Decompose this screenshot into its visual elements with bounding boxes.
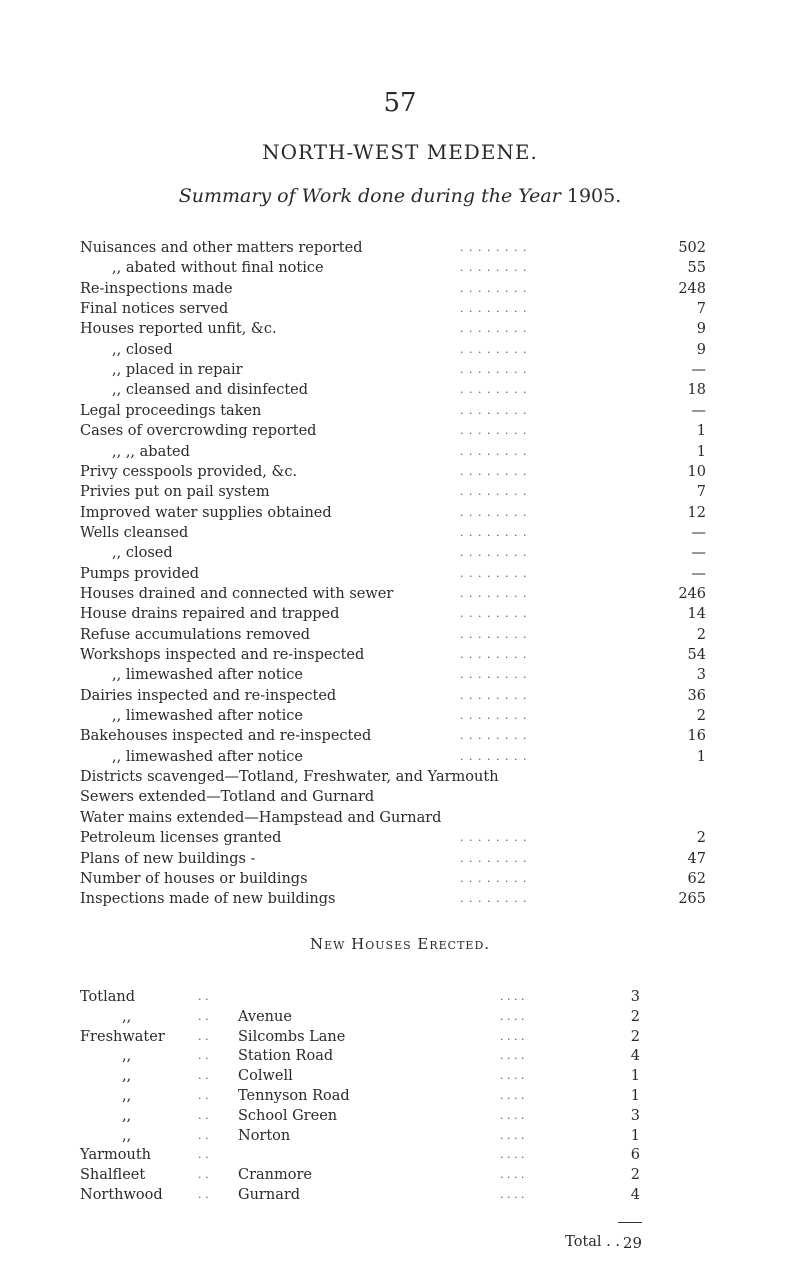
house-place: ,, xyxy=(122,1068,132,1085)
house-count: 1 xyxy=(630,1068,640,1085)
summary-row xyxy=(80,401,706,421)
leader-dots: . . . . . . . . xyxy=(460,403,528,417)
leader-dots: . . . . . . . . xyxy=(460,546,528,560)
house-street: Avenue xyxy=(238,1008,292,1025)
summary-label: ,, limewashed after notice xyxy=(112,667,303,684)
summary-row xyxy=(80,421,706,441)
leader-dots: . . . . xyxy=(500,1128,525,1142)
summary-label: Inspections made of new buildings xyxy=(80,891,336,908)
summary-label: Re-inspections made xyxy=(80,280,233,297)
summary-value: 16 xyxy=(687,728,706,745)
house-street: Colwell xyxy=(238,1068,293,1085)
leader-dots: . . xyxy=(198,1089,209,1102)
summary-value: 7 xyxy=(696,301,706,318)
leader-dots: . . . . . . . . xyxy=(460,607,528,621)
total-rule xyxy=(618,1222,642,1223)
summary-label: Privy cesspools provided, &c. xyxy=(80,463,298,480)
house-place: Yarmouth xyxy=(80,1147,152,1164)
summary-value: 12 xyxy=(687,504,706,521)
leader-dots: . . . . . . . . xyxy=(460,302,528,316)
leader-dots: . . . . xyxy=(500,1089,525,1102)
leader-dots: . . . . . . . . xyxy=(460,729,528,743)
summary-row xyxy=(80,380,706,400)
summary-value: — xyxy=(691,524,706,541)
summary-row xyxy=(80,299,706,319)
summary-label: ,, limewashed after notice xyxy=(112,748,303,765)
summary-value: 9 xyxy=(696,341,706,358)
summary-row xyxy=(80,584,706,604)
summary-row xyxy=(80,808,706,828)
leader-dots: . . . . . . . . xyxy=(460,505,528,519)
leader-dots: . . xyxy=(198,1049,209,1063)
summary-row xyxy=(80,726,706,746)
house-row xyxy=(80,1065,640,1087)
leader-dots: . . . . . . . . xyxy=(460,342,528,356)
summary-row xyxy=(80,482,706,502)
summary-row xyxy=(80,665,706,685)
summary-value: 7 xyxy=(696,484,706,501)
summary-label: Sewers extended—Totland and Gurnard xyxy=(80,789,375,806)
leader-dots: . . . . . . . . xyxy=(460,383,528,397)
leader-dots: . . xyxy=(198,1108,209,1122)
leader-dots: . . . . . . . . xyxy=(460,851,528,865)
summary-row xyxy=(80,686,706,706)
house-count: 4 xyxy=(630,1048,640,1065)
subtitle-year: 1905. xyxy=(566,185,622,207)
summary-row xyxy=(80,258,706,278)
house-street: Station Road xyxy=(238,1048,334,1065)
summary-label: Bakehouses inspected and re-inspected xyxy=(80,728,372,745)
summary-value: 1 xyxy=(696,423,706,440)
summary-row xyxy=(80,645,706,665)
house-place: Shalfleet xyxy=(80,1167,146,1184)
summary-label: Districts scavenged—Totland, Freshwater, and Yarmouth xyxy=(80,769,499,786)
house-row xyxy=(80,1144,640,1166)
summary-row xyxy=(80,849,706,869)
summary-value: 14 xyxy=(687,606,706,623)
summary-row xyxy=(80,828,706,848)
summary-row xyxy=(80,564,706,584)
house-row xyxy=(80,986,640,1008)
summary-label: Houses reported unfit, &c. xyxy=(80,321,277,338)
leader-dots: . . . . . . . . xyxy=(460,709,528,723)
house-count: 2 xyxy=(630,1167,640,1184)
summary-row xyxy=(80,889,706,909)
house-row xyxy=(80,1164,640,1186)
house-place: Totland xyxy=(80,989,136,1005)
house-count: 1 xyxy=(630,1088,640,1104)
summary-label: Petroleum licenses granted xyxy=(80,830,282,847)
summary-value: — xyxy=(691,362,706,379)
house-street: Silcombs Lane xyxy=(238,1028,346,1045)
total-value: 29 xyxy=(622,1234,642,1252)
house-street: Tennyson Road xyxy=(238,1088,350,1104)
summary-label: ,, cleansed and disinfected xyxy=(112,382,309,399)
summary-label: Privies put on pail system xyxy=(80,484,270,501)
summary-label: Wells cleansed xyxy=(80,524,189,541)
leader-dots: . . . . . . . . xyxy=(460,668,528,682)
leader-dots: . . . . xyxy=(500,990,525,1003)
summary-value: — xyxy=(691,565,706,582)
house-row xyxy=(80,1026,640,1048)
leader-dots: . . xyxy=(198,1168,209,1182)
leader-dots: . . . . xyxy=(500,1069,525,1083)
summary-row xyxy=(80,625,706,645)
leader-dots: . . . . xyxy=(500,1168,525,1182)
leader-dots: . . . . . . . . xyxy=(460,485,528,499)
new-houses-title: New Houses Erected. xyxy=(309,935,491,953)
leader-dots: . . xyxy=(198,1148,209,1162)
leader-dots: . . xyxy=(198,1009,209,1023)
summary-label: Dairies inspected and re-inspected xyxy=(80,687,337,704)
house-row xyxy=(80,1184,640,1206)
leader-dots: . . . . . . . . xyxy=(460,688,528,702)
total-label: Total . . xyxy=(565,1234,620,1250)
summary-value: — xyxy=(691,402,706,419)
summary-value: 2 xyxy=(696,626,706,643)
leader-dots: . . . . . . . . xyxy=(460,525,528,539)
leader-dots: . . . . . . . . xyxy=(460,241,528,254)
summary-row xyxy=(80,238,706,258)
summary-value: 9 xyxy=(696,321,706,338)
summary-label: Number of houses or buildings xyxy=(80,870,308,887)
leader-dots: . . . . xyxy=(500,1029,525,1043)
leader-dots: . . xyxy=(198,1069,209,1083)
summary-label: Workshops inspected and re-inspected xyxy=(80,647,365,663)
leader-dots: . . . . xyxy=(500,1009,525,1023)
summary-row xyxy=(80,747,706,767)
summary-row xyxy=(80,279,706,299)
summary-label: Improved water supplies obtained xyxy=(80,504,332,521)
summary-value: 246 xyxy=(678,585,706,602)
summary-label: Pumps provided xyxy=(80,565,200,582)
summary-value: 2 xyxy=(696,708,706,725)
subtitle xyxy=(0,185,800,207)
leader-dots: . . . . . . . . xyxy=(460,261,528,275)
leader-dots: . . xyxy=(198,1128,209,1142)
summary-row xyxy=(80,869,706,889)
subtitle-text: Summary of Work done during the Year xyxy=(178,185,561,207)
leader-dots: . . . . . . . . xyxy=(460,892,528,906)
summary-value: 248 xyxy=(678,280,706,297)
house-place: Freshwater xyxy=(80,1028,165,1045)
summary-label: ,, placed in repair xyxy=(112,362,243,379)
house-place: ,, xyxy=(122,1088,132,1104)
summary-value: 1 xyxy=(696,443,706,460)
summary-label: ,, abated without final notice xyxy=(112,260,324,277)
house-count: 3 xyxy=(630,989,640,1005)
house-place: ,, xyxy=(122,1048,132,1065)
summary-label: Houses drained and connected with sewer xyxy=(80,585,394,602)
house-count: 2 xyxy=(630,1008,640,1025)
summary-row xyxy=(80,543,706,563)
summary-label: Cases of overcrowding reported xyxy=(80,423,317,440)
leader-dots: . . . . . . . . xyxy=(460,566,528,580)
summary-label: ,, limewashed after notice xyxy=(112,708,303,725)
summary-label: ,, closed xyxy=(112,341,173,358)
page-number: 57 xyxy=(383,88,417,118)
house-count: 3 xyxy=(630,1107,640,1124)
house-street: School Green xyxy=(238,1107,338,1124)
leader-dots: . . . . . . . . xyxy=(460,363,528,377)
summary-value: 54 xyxy=(687,647,706,663)
summary-row xyxy=(80,340,706,360)
house-row xyxy=(80,1125,640,1147)
house-place: ,, xyxy=(122,1127,132,1144)
summary-label: House drains repaired and trapped xyxy=(80,606,340,623)
leader-dots: . . . . . . . . xyxy=(460,464,528,478)
house-street: Cranmore xyxy=(238,1167,313,1184)
summary-value: 3 xyxy=(696,667,706,684)
summary-value: 55 xyxy=(687,260,706,277)
summary-label: ,, ,, abated xyxy=(112,443,190,460)
leader-dots: . . . . . . . . xyxy=(460,281,528,295)
leader-dots: . . . . . . . . xyxy=(460,424,528,438)
summary-label: Final notices served xyxy=(80,301,229,318)
summary-value: 265 xyxy=(678,891,706,908)
summary-row xyxy=(80,767,706,787)
house-row xyxy=(80,1006,640,1028)
summary-row xyxy=(80,442,706,462)
leader-dots: . . . . xyxy=(500,1188,525,1201)
leader-dots: . . . . xyxy=(500,1049,525,1063)
summary-value: 47 xyxy=(687,850,706,867)
leader-dots: . . xyxy=(198,990,209,1003)
summary-value: 10 xyxy=(687,463,706,480)
leader-dots: . . . . . . . . xyxy=(460,871,528,885)
summary-row xyxy=(80,604,706,624)
house-count: 1 xyxy=(630,1127,640,1144)
summary-value: 502 xyxy=(678,240,706,256)
leader-dots: . . xyxy=(198,1188,209,1201)
leader-dots: . . . . . . . . xyxy=(460,322,528,336)
summary-label: ,, closed xyxy=(112,545,173,562)
leader-dots: . . . . . . . . xyxy=(460,648,528,661)
house-row xyxy=(80,1105,640,1127)
summary-row xyxy=(80,523,706,543)
summary-value: 36 xyxy=(687,687,706,704)
summary-label: Water mains extended—Hampstead and Gurnard xyxy=(80,809,442,826)
page-title: NORTH-WEST MEDENE. xyxy=(262,140,538,164)
house-row xyxy=(80,1045,640,1067)
summary-label: Legal proceedings taken xyxy=(80,402,262,419)
house-count: 4 xyxy=(630,1187,640,1203)
leader-dots: . . . . . . . . xyxy=(460,831,528,845)
summary-row xyxy=(80,503,706,523)
house-row xyxy=(80,1085,640,1107)
house-street: Norton xyxy=(238,1127,291,1144)
summary-row xyxy=(80,319,706,339)
summary-value: 2 xyxy=(696,830,706,847)
house-street: Gurnard xyxy=(238,1187,301,1203)
house-place: ,, xyxy=(122,1008,132,1025)
summary-row xyxy=(80,706,706,726)
house-count: 2 xyxy=(630,1028,640,1045)
summary-label: Refuse accumulations removed xyxy=(80,626,311,643)
leader-dots: . . . . . . . . xyxy=(460,749,528,763)
summary-label: Plans of new buildings - xyxy=(80,850,256,867)
summary-value: 18 xyxy=(687,382,706,399)
summary-row xyxy=(80,787,706,807)
leader-dots: . . . . . . . . xyxy=(460,586,528,600)
leader-dots: . . xyxy=(198,1029,209,1043)
summary-label: Nuisances and other matters reported xyxy=(80,240,363,256)
leader-dots: . . . . . . . . xyxy=(460,627,528,641)
summary-value: — xyxy=(691,545,706,562)
leader-dots: . . . . . . . . xyxy=(460,444,528,458)
summary-row xyxy=(80,360,706,380)
leader-dots: . . . . xyxy=(500,1108,525,1122)
summary-value: 1 xyxy=(696,748,706,765)
house-place: Northwood xyxy=(80,1187,163,1203)
house-count: 6 xyxy=(630,1147,640,1164)
leader-dots: . . . . xyxy=(500,1148,525,1162)
summary-value: 62 xyxy=(687,870,706,887)
house-place: ,, xyxy=(122,1107,132,1124)
summary-row xyxy=(80,462,706,482)
